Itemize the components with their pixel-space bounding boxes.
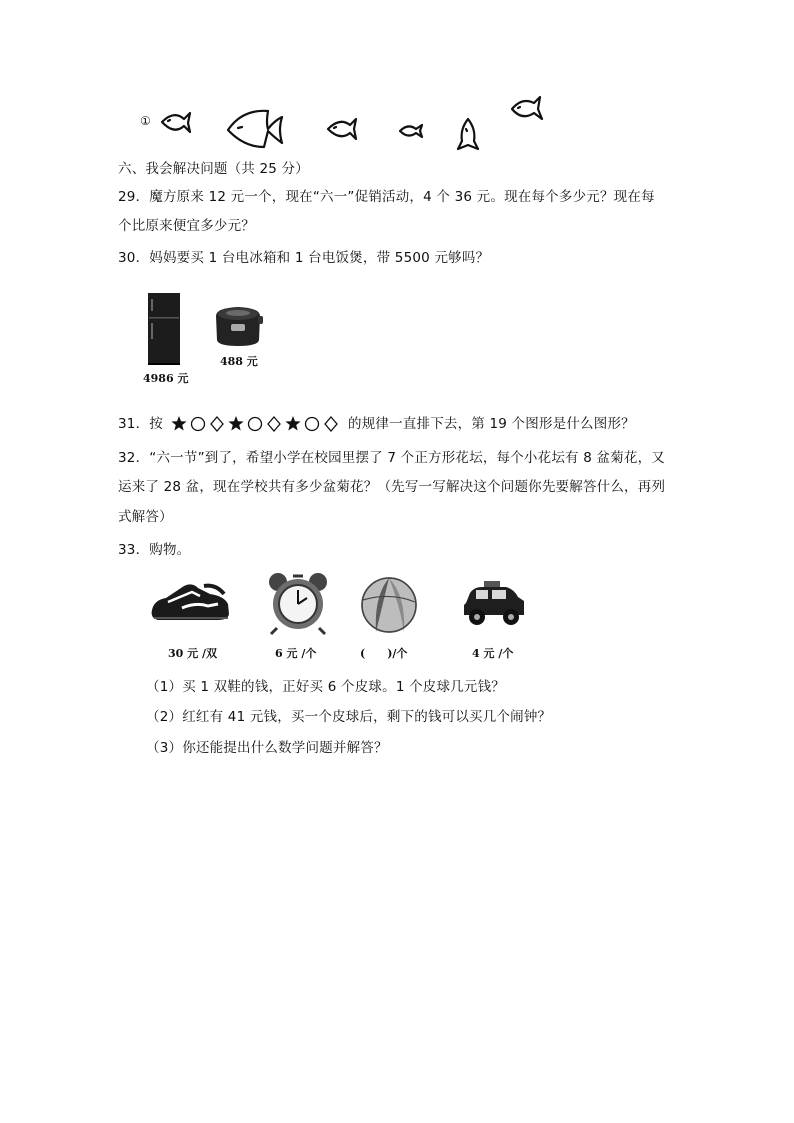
pattern-circle-icon: [192, 418, 205, 431]
fish-2-icon: [228, 111, 282, 147]
pattern-circle-icon: [306, 418, 319, 431]
pattern-diamond-icon: [211, 417, 223, 431]
clock-price: 6 元 /个: [275, 647, 317, 660]
q32-line-1: 32．“六一节”到了，希望小学在校园里摆了 7 个正方形花坛，每个小花坛有 8 盆菊花，又: [118, 450, 666, 466]
rice-cooker-price: 488 元: [220, 355, 258, 368]
fridge-icon: [148, 293, 182, 367]
shape-pattern: [170, 413, 346, 435]
q32-line-3: 式解答）: [118, 509, 173, 525]
fish-3-icon: [328, 119, 356, 139]
fish-row: [150, 95, 550, 155]
q31-prefix: 31．按: [118, 416, 163, 432]
q30-text: 30．妈妈要买 1 台电冰箱和 1 台电饭煲，带 5500 元够吗？: [118, 250, 490, 266]
q31-suffix: 的规律一直排下去，第 19 个图形是什么图形？: [348, 416, 635, 432]
pattern-diamond-icon: [268, 417, 280, 431]
alarm-clock-icon: [263, 572, 333, 636]
shoe-icon: [148, 580, 232, 626]
q33-sub-1: （1）买 1 双鞋的钱，正好买 6 个皮球。1 个皮球几元钱？: [146, 679, 506, 695]
fish-1-icon: [162, 113, 190, 132]
q33-sub-2: （2）红红有 41 元钱，买一个皮球后，剩下的钱可以买几个闹钟？: [146, 709, 552, 725]
car-price: 4 元 /个: [472, 647, 514, 660]
beach-ball-icon: [360, 576, 418, 634]
q29-line-1: 29．魔方原来 12 元一个，现在“六一”促销活动，4 个 36 元。现在每个多少元？现在每: [118, 189, 655, 205]
fridge-price: 4986 元: [143, 372, 189, 385]
pattern-star-icon: [171, 416, 186, 430]
q33-title: 33．购物。: [118, 542, 191, 558]
toy-car-icon: [460, 577, 528, 629]
q29-line-2: 个比原来便宜多少元？: [118, 218, 255, 234]
q33-sub-3: （3）你还能提出什么数学问题并解答？: [146, 740, 388, 756]
fish-4-icon: [400, 125, 422, 137]
fish-6-icon: [512, 97, 542, 119]
pattern-star-icon: [285, 416, 300, 430]
pattern-star-icon: [228, 416, 243, 430]
q32-line-2: 运来了 28 盆，现在学校共有多少盆菊花？（先写一写解决这个问题你先要解答什么，再列: [118, 479, 666, 495]
shoe-price: 30 元 /双: [168, 647, 217, 660]
fish-5-icon: [458, 119, 478, 149]
rice-cooker-icon: [212, 304, 264, 348]
section-title: 六、我会解决问题（共 25 分）: [118, 161, 309, 177]
ball-price: ( )/个: [360, 647, 408, 660]
circled-number-one: ①: [140, 114, 151, 128]
pattern-circle-icon: [249, 418, 262, 431]
pattern-diamond-icon: [325, 417, 337, 431]
